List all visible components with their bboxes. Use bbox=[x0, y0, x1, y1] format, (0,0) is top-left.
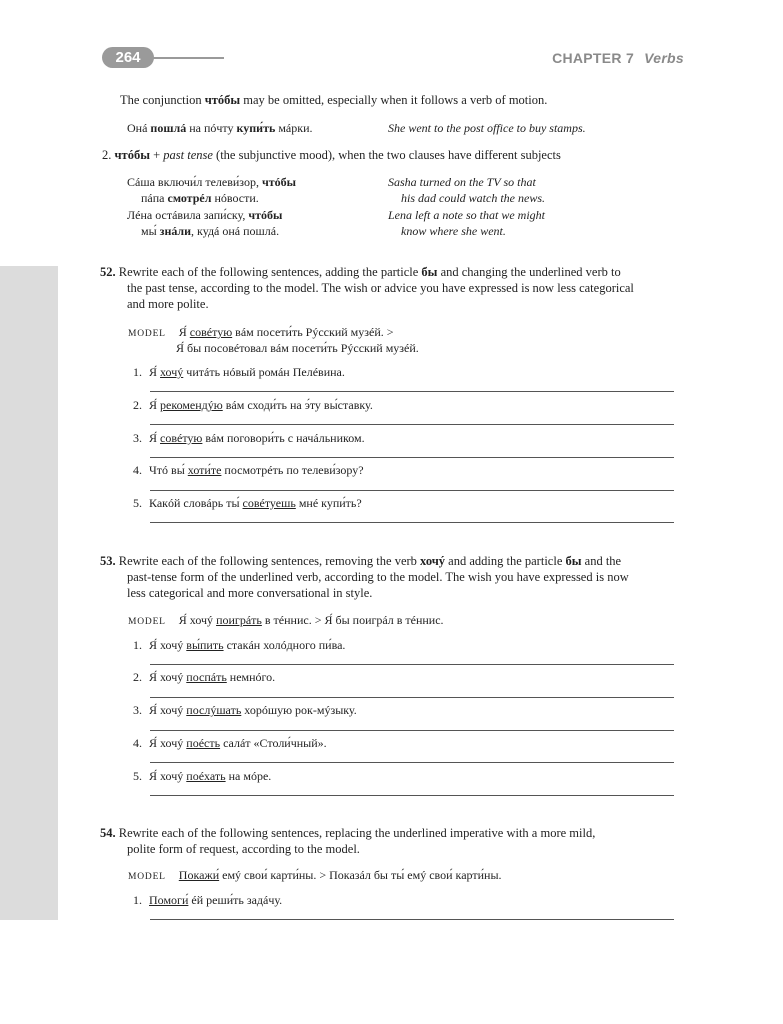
example-russian: Онá пошлá на пóчту купи́ть мáрки. bbox=[127, 121, 313, 135]
page-margin-band bbox=[0, 266, 58, 920]
answer-line[interactable] bbox=[150, 730, 674, 731]
exercise-54-model: MODEL Покажи́ емý свои́ карти́ны. > Показáл бы ты́ емý свои́ карти́ны. bbox=[128, 868, 502, 882]
conjunction-note: The conjunction чтóбы may be omitted, especially when it follows a verb of motion. bbox=[120, 93, 548, 107]
answer-line[interactable] bbox=[150, 664, 674, 665]
running-head bbox=[552, 50, 684, 66]
example-english: Lena left a note so that we might bbox=[388, 208, 545, 222]
answer-line[interactable] bbox=[150, 490, 674, 491]
answer-line[interactable] bbox=[150, 424, 674, 425]
example-english: his dad could watch the news. bbox=[401, 191, 545, 205]
answer-line[interactable] bbox=[150, 697, 674, 698]
example-english: Sasha turned on the TV so that bbox=[388, 175, 536, 189]
header-rule bbox=[150, 57, 224, 59]
exercise-item: 1. Я́ хочý вы́пить стакáн холóдного пи́ва. bbox=[133, 638, 346, 652]
section-label: Verbs bbox=[644, 50, 684, 66]
exercise-item: 1. Я́ хочý читáть нóвый ромáн Пелéвина. bbox=[133, 365, 345, 379]
exercise-item: 5. Я́ хочý поéхать на мóре. bbox=[133, 769, 272, 783]
exercise-53-model: MODEL Я́ хочý поигрáть в тéннис. > Я́ бы поигрáл в тéннис. bbox=[128, 613, 444, 627]
example-russian: Лéна остáвила запи́ску, чтóбы bbox=[127, 208, 283, 222]
example-english: She went to the post office to buy stamps. bbox=[388, 121, 586, 135]
answer-line[interactable] bbox=[150, 762, 674, 763]
exercise-item: 4. Я́ хочý поéсть салáт «Столи́чный». bbox=[133, 736, 327, 750]
answer-line[interactable] bbox=[150, 795, 674, 796]
chapter-label: CHAPTER 7 bbox=[552, 50, 635, 66]
page-number: 264 bbox=[102, 47, 154, 68]
example-english: know where she went. bbox=[401, 224, 506, 238]
exercise-item: 4. Чтó вы́ хоти́те посмотрéть по телеви́зору? bbox=[133, 463, 364, 477]
exercise-item: 3. Я́ хочý послýшать хорóшую рок-мýзыку. bbox=[133, 703, 357, 717]
exercise-item: 2. Я́ хочý поспáть немнóго. bbox=[133, 670, 276, 684]
example-russian: Сáша включи́л телеви́зор, чтóбы bbox=[127, 175, 297, 189]
answer-line[interactable] bbox=[150, 522, 674, 523]
example-russian: мы́ знáли, кудá онá пошлá. bbox=[141, 224, 280, 238]
exercise-53-instructions: 53. Rewrite each of the following sentences, removing the verb хочý and adding the particle бы and the past-tense form of the underlined verb, according to the model. The wish you have expressed is now less categorical and more conversational in style. bbox=[100, 554, 629, 600]
exercise-item: 3. Я́ совéтую вáм поговори́ть с начáльником. bbox=[133, 431, 365, 445]
exercise-item: 5. Какóй словáрь ты́ совéтуешь мнé купи́ть? bbox=[133, 496, 362, 510]
exercise-52-model-answer: Я́ бы посовéтовал вáм посети́ть Рýсский музéй. bbox=[176, 341, 419, 355]
example-russian: пáпа смотрéл нóвости. bbox=[141, 191, 259, 205]
answer-line[interactable] bbox=[150, 919, 674, 920]
exercise-item: 1. Помоги́ éй реши́ть задáчу. bbox=[133, 893, 283, 907]
answer-line[interactable] bbox=[150, 391, 674, 392]
exercise-54-instructions: 54. Rewrite each of the following sentences, replacing the underlined imperative with a more mild, polite form of request, according to the model. bbox=[100, 826, 596, 856]
answer-line[interactable] bbox=[150, 457, 674, 458]
exercise-item: 2. Я́ рекомендýю вáм сходи́ть на э́ту вы́ставку. bbox=[133, 398, 373, 412]
exercise-52-model: MODEL Я́ совéтую вáм посети́ть Рýсский музéй. > bbox=[128, 325, 394, 339]
point-2: 2. чтóбы + past tense (the subjunctive mood), when the two clauses have different subjects bbox=[102, 148, 561, 162]
exercise-52-instructions: 52. Rewrite each of the following sentences, adding the particle бы and changing the underlined verb to the past tense, according to the model. The wish or advice you have expressed is now less categorical and more polite. bbox=[100, 265, 634, 311]
